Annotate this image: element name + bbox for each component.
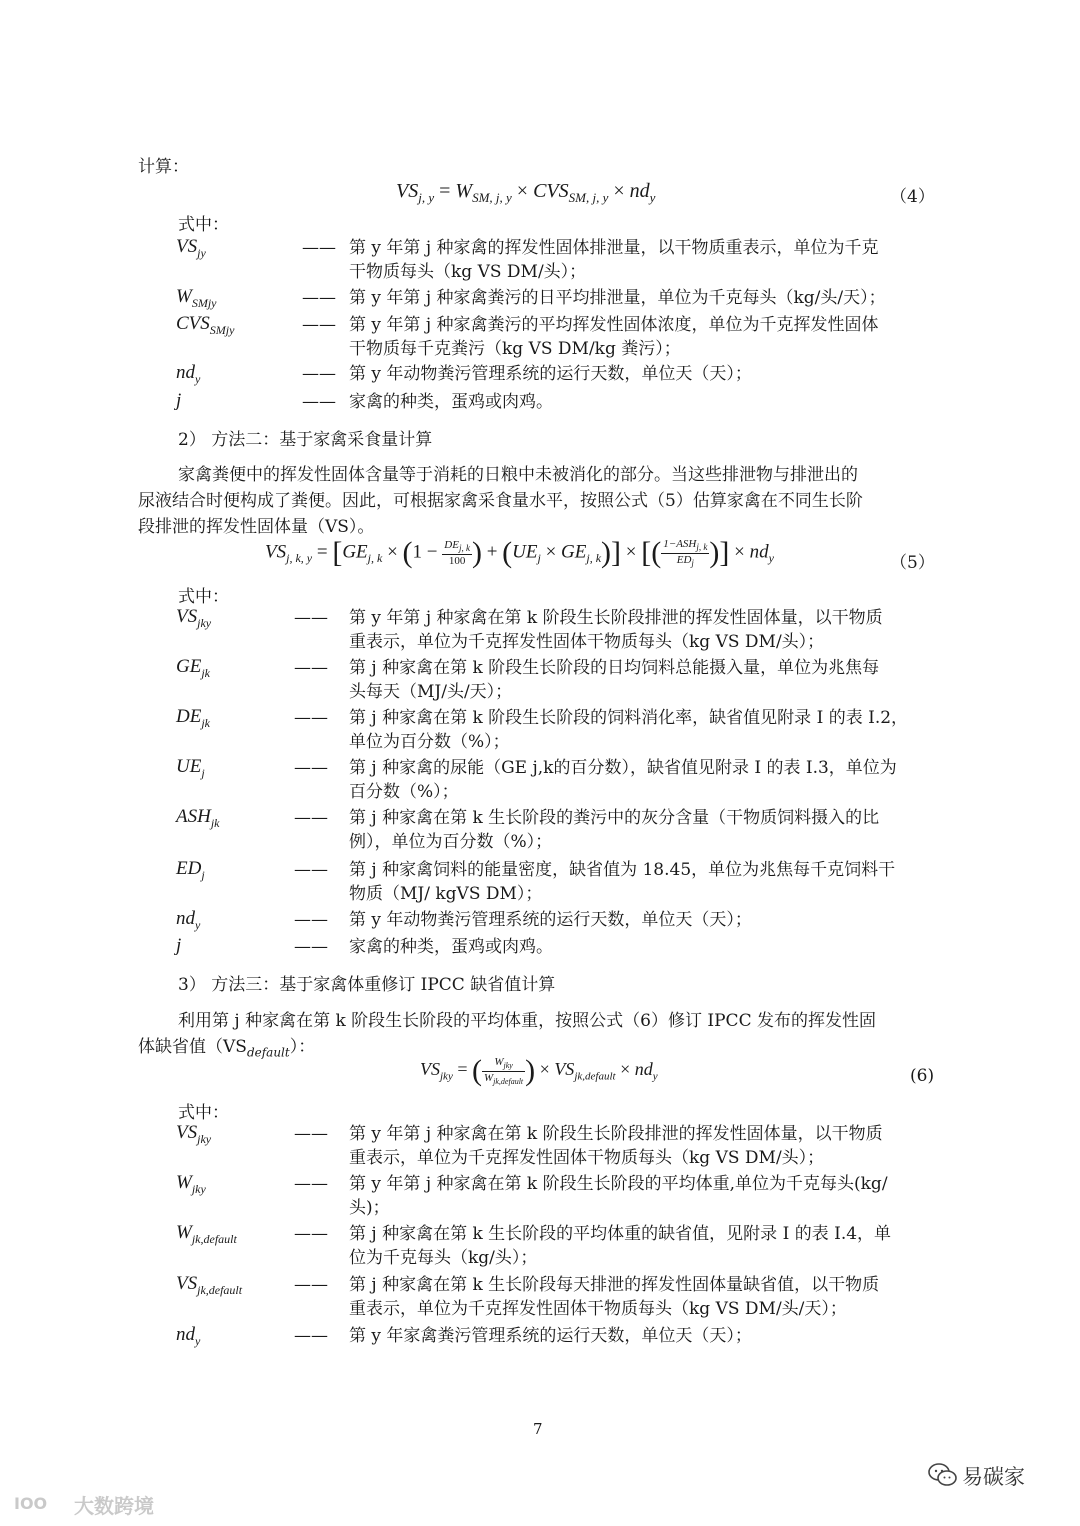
definition-line: 第 y 年第 j 种家禽粪污的平均挥发性固体浓度，单位为千克挥发性固体 xyxy=(349,315,879,335)
definition-dash: —— xyxy=(294,758,328,778)
definition-symbol: $W_{jky}$ xyxy=(176,1172,206,1196)
definition-line: 重表示，单位为千克挥发性固体干物质每头（kg VS DM/头/天）； xyxy=(349,1299,847,1319)
definition-line: 家禽的种类，蛋鸡或肉鸡。 xyxy=(349,937,553,957)
definition-description xyxy=(349,313,879,361)
definition-symbol: $GE_{jk}$ xyxy=(176,656,210,680)
definition-line: 干物质每头（kg VS DM/头）； xyxy=(349,262,587,282)
svg-text:IOO: IOO xyxy=(14,1494,48,1513)
equation-4-number: （4） xyxy=(890,187,935,207)
definition-line: 第 y 年第 j 种家禽粪污的日平均排泄量，单位为千克每头（kg/头/天）； xyxy=(349,288,886,308)
definition-symbol: $ASH_{jk}$ xyxy=(176,806,220,830)
definition-dash: —— xyxy=(294,608,328,628)
definition-line: 位为千克每头（kg/头）； xyxy=(349,1248,538,1268)
method3-title: 3） 方法三：基于家禽体重修订 IPCC 缺省值计算 xyxy=(178,975,556,995)
where-label-1: 式中： xyxy=(178,215,229,235)
definition-symbol: $VS_{jy}$ xyxy=(176,236,206,260)
definition-line: 干物质每千克粪污（kg VS DM/kg 粪污）； xyxy=(349,339,681,359)
definition-symbol: $W_{SMjy}$ xyxy=(176,286,217,310)
definition-symbol: j xyxy=(176,935,182,956)
definition-description xyxy=(349,390,553,414)
definition-line: 第 j 种家禽在第 k 生长阶段的平均体重的缺省值，见附录 I 的表 I.4，单 xyxy=(349,1224,892,1244)
definition-dash: —— xyxy=(294,1275,328,1295)
definition-line: 第 j 种家禽在第 k 生长阶段的粪污中的灰分含量（干物质饲料摄入的比 xyxy=(349,808,880,828)
definition-description xyxy=(349,1172,888,1220)
definition-dash: —— xyxy=(302,364,336,384)
definition-description xyxy=(349,935,553,959)
definition-symbol: $ED_j$ xyxy=(176,858,205,882)
definition-dash: —— xyxy=(294,1174,328,1194)
definition-symbol: $W_{jk,default}$ xyxy=(176,1222,237,1246)
definition-line: 第 j 种家禽在第 k 阶段生长阶段的饲料消化率，缺省值见附录 I 的表 I.2， xyxy=(349,708,909,728)
definition-line: 第 y 年动物粪污管理系统的运行天数，单位天（天）； xyxy=(349,364,752,384)
definition-symbol: $VS_{jky}$ xyxy=(176,606,212,630)
method2-para-line1: 家禽粪便中的挥发性固体含量等于消耗的日粮中未被消化的部分。当这些排泄物与排泄出的 xyxy=(178,465,858,485)
watermark-logo-icon xyxy=(14,1492,72,1514)
definition-symbol: $VS_{jky}$ xyxy=(176,1122,212,1146)
definition-dash: —— xyxy=(294,658,328,678)
definition-dash: —— xyxy=(294,1326,328,1346)
definition-dash: —— xyxy=(302,238,336,258)
where-label-3: 式中： xyxy=(178,1103,229,1123)
definition-symbol: $UE_j$ xyxy=(176,756,205,780)
where-label-2: 式中： xyxy=(178,587,229,607)
definition-line: 第 y 年第 j 种家禽在第 k 阶段生长阶段排泄的挥发性固体量，以干物质 xyxy=(349,608,883,628)
definition-description xyxy=(349,756,897,804)
definition-description xyxy=(349,1273,879,1321)
definition-symbol: $DE_{jk}$ xyxy=(176,706,210,730)
definition-description xyxy=(349,806,879,854)
definition-line: 物质（MJ/ kgVS DM）； xyxy=(349,884,543,904)
definition-dash: —— xyxy=(294,808,328,828)
definition-line: 头)； xyxy=(349,1198,390,1218)
definition-line: 第 j 种家禽在第 k 生长阶段每天排泄的挥发性固体量缺省值，以干物质 xyxy=(349,1275,880,1295)
page-number: 7 xyxy=(533,1420,543,1438)
definition-symbol: $VS_{jk,default}$ xyxy=(176,1273,243,1297)
definition-description xyxy=(349,908,752,932)
equation-4: $VS_{j, y} = W_{SM, j, y} \times CVS_{SM, j, y} \times nd_y$ xyxy=(396,180,656,205)
definition-line: 家禽的种类，蛋鸡或肉鸡。 xyxy=(349,392,553,412)
definition-line: 第 y 年第 j 种家禽在第 k 阶段生长阶段的平均体重,单位为千克每头(kg/ xyxy=(349,1174,888,1194)
method3-para-line1: 利用第 j 种家禽在第 k 阶段生长阶段的平均体重，按照公式（6）修订 IPCC 发布的挥发性固 xyxy=(178,1011,876,1031)
definition-line: 百分数（%）； xyxy=(349,782,459,802)
definition-description xyxy=(349,286,886,310)
definition-symbol: $CVS_{SMjy}$ xyxy=(176,313,235,337)
definition-description xyxy=(349,236,879,284)
definition-line: 第 j 种家禽饲料的能量密度，缺省值为 18.45，单位为兆焦每千克饲料干 xyxy=(349,860,896,880)
method3-para-line2: 体缺省值$(VS_{default})$： xyxy=(138,1037,316,1060)
definition-line: 头每天（MJ/头/天）； xyxy=(349,682,513,702)
definition-line: 重表示，单位为千克挥发性固体干物质每头（kg VS DM/头）； xyxy=(349,1148,825,1168)
definition-symbol: j xyxy=(176,390,182,411)
method2-para-line2: 尿液结合时便构成了粪便。因此，可根据家禽采食量水平，按照公式（5）估算家禽在不同生长阶 xyxy=(138,491,863,511)
definition-description xyxy=(349,858,895,906)
definition-description xyxy=(349,362,752,386)
equation-5: $VS_{j, k, y} = [GE_{j, k} \times (1$ − $\frac{DE_{j, k}}{100}$ ) + $(UE_j \times GE_{j, k})$] × [( $\frac{1-ASH_{j, k}}{ED_j}$ )] × $nd_y$ xyxy=(265,536,774,569)
equation-5-number: （5） xyxy=(890,553,935,573)
equation-6-number: (6) xyxy=(910,1066,935,1086)
definition-line: 第 y 年动物粪污管理系统的运行天数，单位天（天）； xyxy=(349,910,752,930)
definition-dash: —— xyxy=(302,315,336,335)
intro-text: 计算： xyxy=(138,157,189,177)
definition-symbol: $nd_y$ xyxy=(176,362,201,386)
definition-description xyxy=(349,706,908,754)
watermark-left-text: 大数跨境 xyxy=(74,1494,154,1518)
definition-dash: —— xyxy=(294,910,328,930)
equation-6: $VS_{jky}$ = ( $\frac{W_{jky}}{W_{jk,default}}$ ) × $VS_{jk,default} \times nd_y$ xyxy=(420,1054,658,1087)
definition-dash: —— xyxy=(302,288,336,308)
definition-dash: —— xyxy=(302,392,336,412)
definition-description xyxy=(349,1122,883,1170)
definition-line: 第 y 年第 j 种家禽在第 k 阶段生长阶段排泄的挥发性固体量，以干物质 xyxy=(349,1124,883,1144)
definition-dash: —— xyxy=(294,1124,328,1144)
definition-line: 单位为百分数（%）； xyxy=(349,732,510,752)
definition-line: 第 y 年第 j 种家禽的挥发性固体排泄量，以干物质重表示，单位为千克 xyxy=(349,238,879,258)
definition-symbol: $nd_y$ xyxy=(176,1324,201,1348)
definition-description xyxy=(349,1222,891,1270)
wechat-icon xyxy=(928,1462,958,1488)
method2-para-line3: 段排泄的挥发性固体量（VS）。 xyxy=(138,517,375,537)
definition-dash: —— xyxy=(294,937,328,957)
definition-dash: —— xyxy=(294,1224,328,1244)
definition-description xyxy=(349,1324,752,1348)
definition-dash: —— xyxy=(294,708,328,728)
definition-line: 第 j 种家禽的尿能（GE j,k的百分数），缺省值见附录 I 的表 I.3，单位为 xyxy=(349,758,897,778)
definition-line: 第 y 年家禽粪污管理系统的运行天数，单位天（天）； xyxy=(349,1326,752,1346)
watermark-right-text: 易碳家 xyxy=(962,1465,1025,1489)
definition-description xyxy=(349,606,883,654)
definition-symbol: $nd_y$ xyxy=(176,908,201,932)
method2-title: 2） 方法二：基于家禽采食量计算 xyxy=(178,430,433,450)
definition-dash: —— xyxy=(294,860,328,880)
definition-line: 第 j 种家禽在第 k 阶段生长阶段的日均饲料总能摄入量，单位为兆焦每 xyxy=(349,658,880,678)
definition-line: 重表示，单位为千克挥发性固体干物质每头（kg VS DM/头）； xyxy=(349,632,825,652)
definition-line: 例），单位为百分数（%）； xyxy=(349,832,553,852)
definition-description xyxy=(349,656,879,704)
